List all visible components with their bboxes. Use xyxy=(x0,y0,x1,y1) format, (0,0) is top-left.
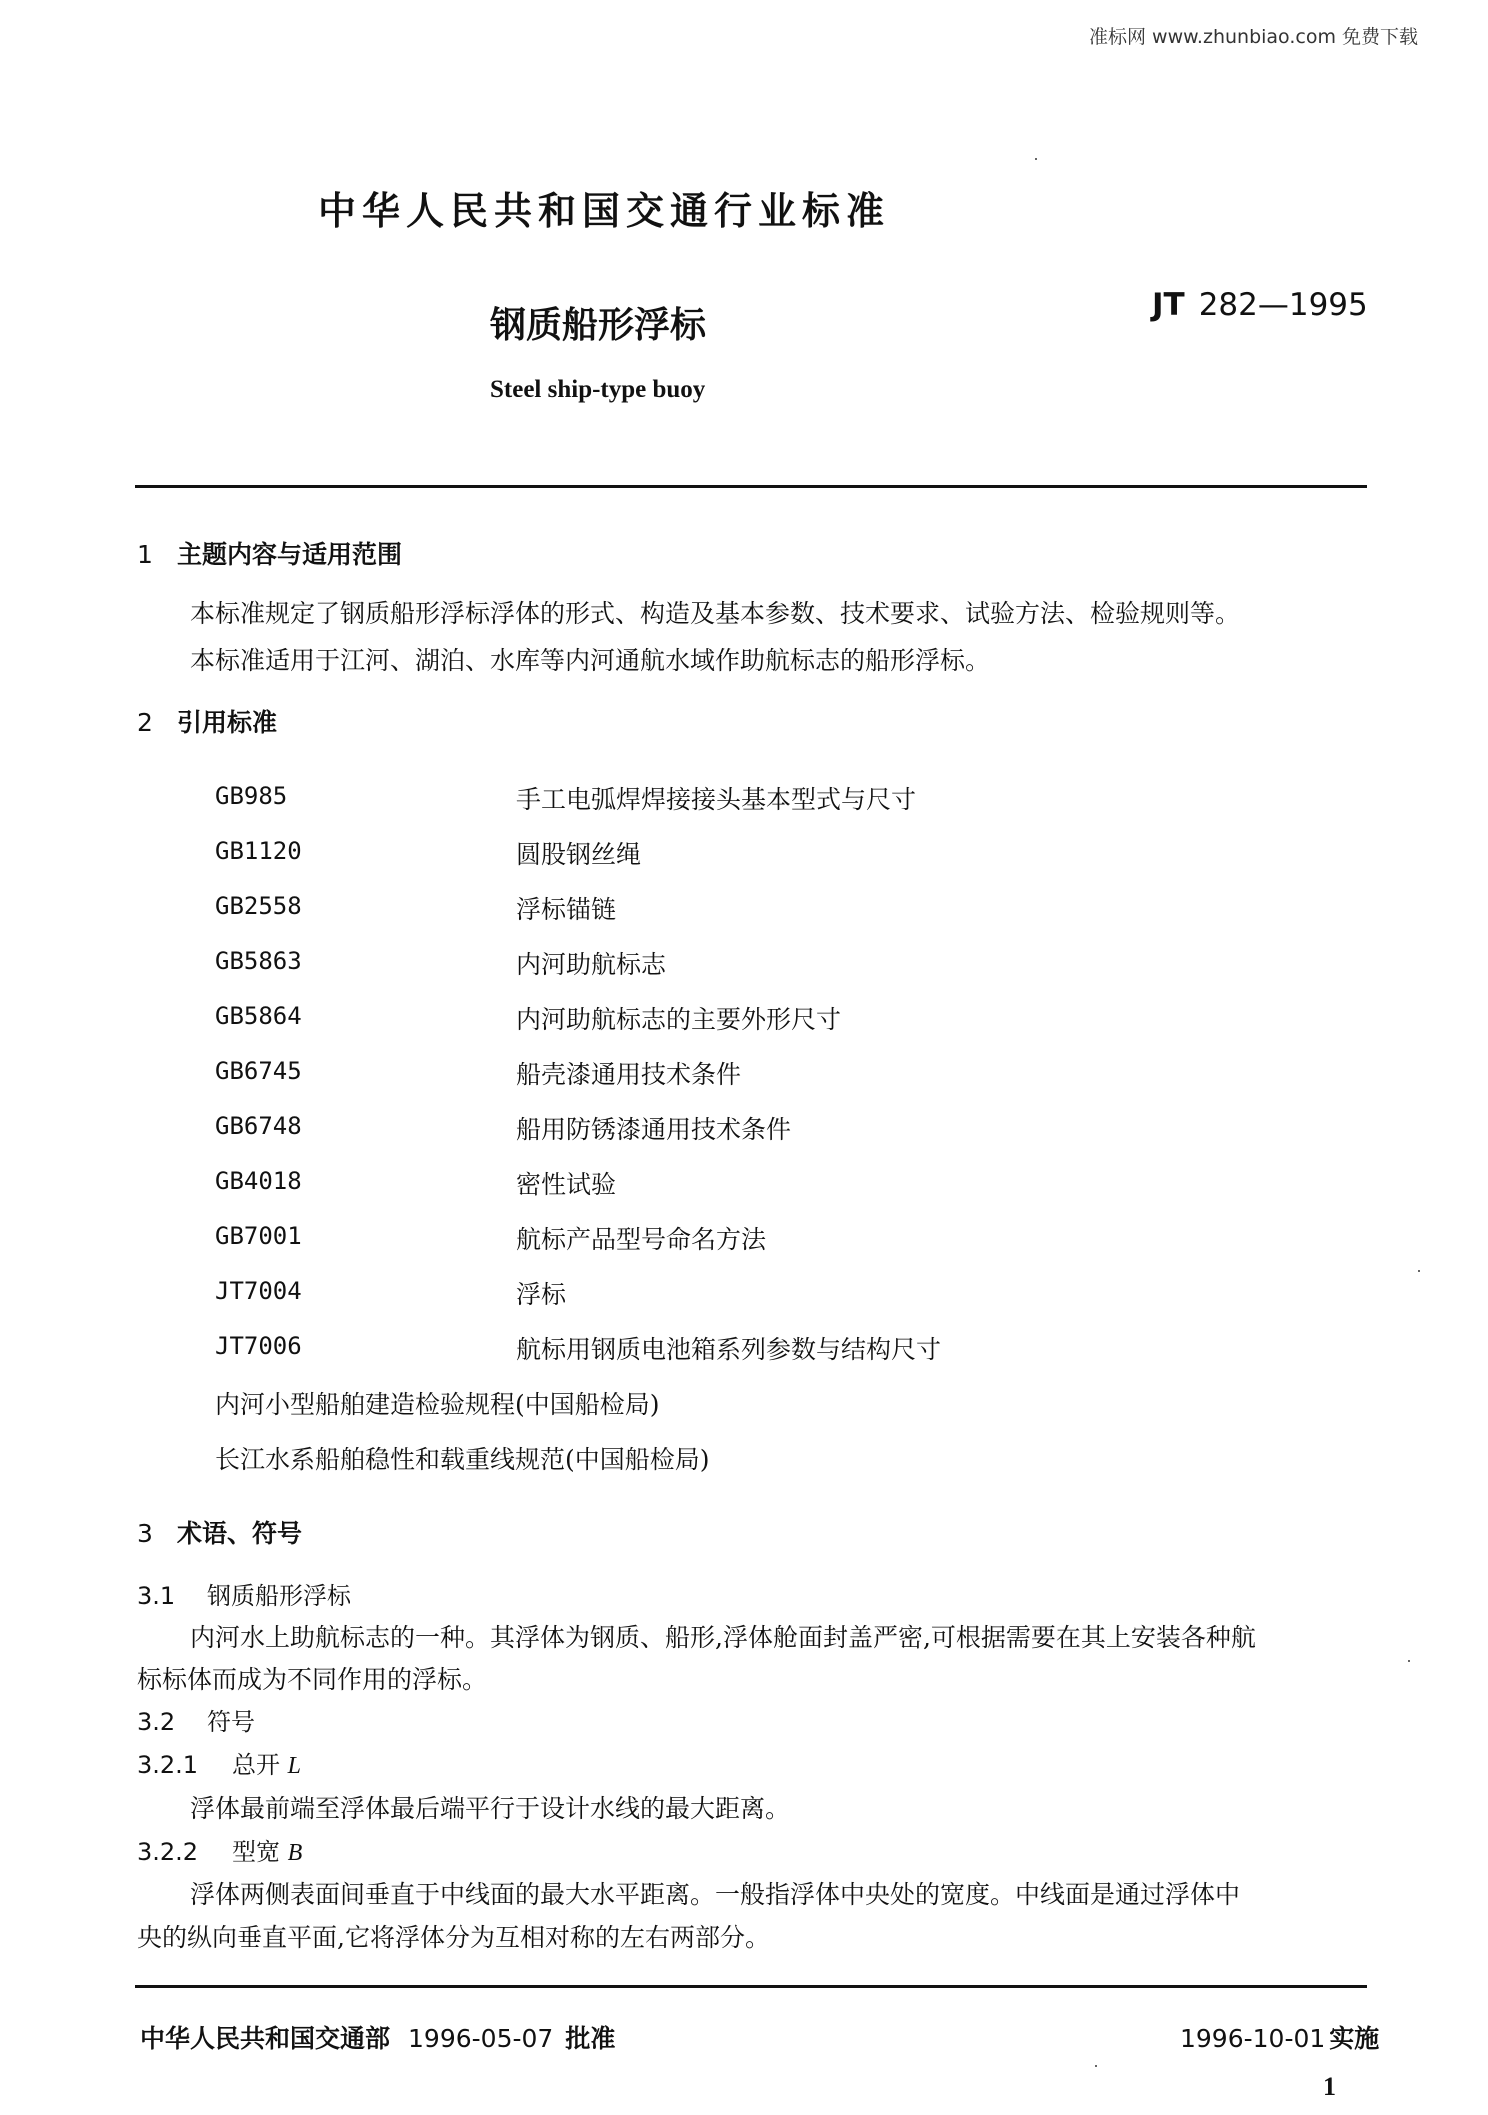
footer-divider xyxy=(135,1985,1367,1988)
approve-label: 批准 xyxy=(565,2024,616,2053)
page-number: 1 xyxy=(1323,2072,1336,2101)
section-title: 引用标准 xyxy=(177,708,278,737)
reference-code: GB5864 xyxy=(215,1002,302,1030)
symbol: B xyxy=(287,1840,303,1866)
section-number: 1 xyxy=(137,540,153,569)
reference-code: JT7006 xyxy=(215,1332,302,1360)
standard-category: 中华人民共和国交通行业标准 xyxy=(318,189,891,233)
paragraph: 央的纵向垂直平面,它将浮体分为互相对称的左右两部分。 xyxy=(137,1923,770,1952)
scan-speck xyxy=(1408,1660,1410,1662)
subsection-number: 3.2 xyxy=(137,1708,176,1736)
reference-title: 密性试验 xyxy=(516,1170,617,1199)
effective-date: 1996-10-01 xyxy=(1180,2024,1326,2053)
paragraph: 浮体两侧表面间垂直于中线面的最大水平距离。一般指浮体中央处的宽度。中线面是通过浮体中 xyxy=(190,1880,1241,1909)
reference-code: GB4018 xyxy=(215,1167,302,1195)
section-1-heading xyxy=(137,535,402,571)
subsection-number: 3.1 xyxy=(137,1582,176,1610)
reference-title: 浮标 xyxy=(516,1280,567,1309)
subsection-number: 3.2.2 xyxy=(137,1838,199,1866)
reference-full: 内河小型船舶建造检验规程(中国船检局) xyxy=(215,1390,660,1419)
scan-speck xyxy=(1035,158,1037,160)
subsection-title: 符号 xyxy=(207,1708,255,1736)
reference-code: GB6748 xyxy=(215,1112,302,1140)
code-number: 282—1995 xyxy=(1198,287,1368,323)
section-2-heading xyxy=(137,703,277,739)
reference-title: 手工电弧焊焊接接头基本型式与尺寸 xyxy=(516,785,917,814)
standard-code xyxy=(1152,287,1368,323)
issuer: 中华人民共和国交通部 xyxy=(140,2024,391,2053)
reference-title: 航标产品型号命名方法 xyxy=(516,1225,767,1254)
section-number: 2 xyxy=(137,708,153,737)
paragraph: 本标准规定了钢质船形浮标浮体的形式、构造及基本参数、技术要求、试验方法、检验规则等。 xyxy=(190,599,1241,628)
section-3-heading xyxy=(137,1514,302,1550)
subsection-title: 钢质船形浮标 xyxy=(207,1582,351,1610)
reference-title: 航标用钢质电池箱系列参数与结构尺寸 xyxy=(516,1335,942,1364)
reference-code: GB1120 xyxy=(215,837,302,865)
reference-code: GB985 xyxy=(215,782,288,810)
reference-code: GB5863 xyxy=(215,947,302,975)
subsection-3-2-1-heading xyxy=(137,1745,301,1780)
section-title: 术语、符号 xyxy=(177,1519,303,1548)
reference-code: GB7001 xyxy=(215,1222,302,1250)
reference-title: 浮标锚链 xyxy=(516,895,617,924)
reference-code: GB2558 xyxy=(215,892,302,920)
reference-code: JT7004 xyxy=(215,1277,302,1305)
footer-effective xyxy=(1180,2019,1379,2055)
paragraph: 标标体而成为不同作用的浮标。 xyxy=(137,1665,488,1694)
effective-label: 实施 xyxy=(1329,2024,1380,2053)
watermark: 准标网 www.zhunbiao.com 免费下载 xyxy=(1089,26,1418,48)
section-title: 主题内容与适用范围 xyxy=(177,540,403,569)
paragraph: 内河水上助航标志的一种。其浮体为钢质、船形,浮体舱面封盖严密,可根据需要在其上安装各种航 xyxy=(190,1623,1256,1652)
subsection-3-2-2-heading xyxy=(137,1832,302,1867)
footer-issuer xyxy=(140,2019,615,2055)
section-number: 3 xyxy=(137,1519,153,1548)
header-divider xyxy=(135,485,1367,488)
paragraph: 浮体最前端至浮体最后端平行于设计水线的最大距离。 xyxy=(190,1794,791,1823)
scan-speck xyxy=(1418,1270,1420,1272)
reference-title: 船壳漆通用技术条件 xyxy=(516,1060,742,1089)
scan-speck xyxy=(1095,2065,1097,2067)
reference-title: 内河助航标志 xyxy=(516,950,667,979)
english-title: Steel ship-type buoy xyxy=(490,376,706,403)
subsection-3-1-heading xyxy=(137,1576,351,1611)
code-prefix: JT xyxy=(1152,287,1185,323)
document-title: 钢质船形浮标 xyxy=(490,305,707,346)
reference-title: 船用防锈漆通用技术条件 xyxy=(516,1115,792,1144)
symbol: L xyxy=(287,1753,301,1779)
paragraph: 本标准适用于江河、湖泊、水库等内河通航水域作助航标志的船形浮标。 xyxy=(190,646,991,675)
subsection-title: 总开 xyxy=(232,1751,280,1779)
subsection-3-2-heading xyxy=(137,1702,255,1737)
approve-date: 1996-05-07 xyxy=(408,2024,554,2053)
reference-full: 长江水系船舶稳性和载重线规范(中国船检局) xyxy=(215,1445,710,1474)
reference-title: 圆股钢丝绳 xyxy=(516,840,642,869)
subsection-title: 型宽 xyxy=(232,1838,280,1866)
reference-title: 内河助航标志的主要外形尺寸 xyxy=(516,1005,842,1034)
reference-code: GB6745 xyxy=(215,1057,302,1085)
subsection-number: 3.2.1 xyxy=(137,1751,199,1779)
